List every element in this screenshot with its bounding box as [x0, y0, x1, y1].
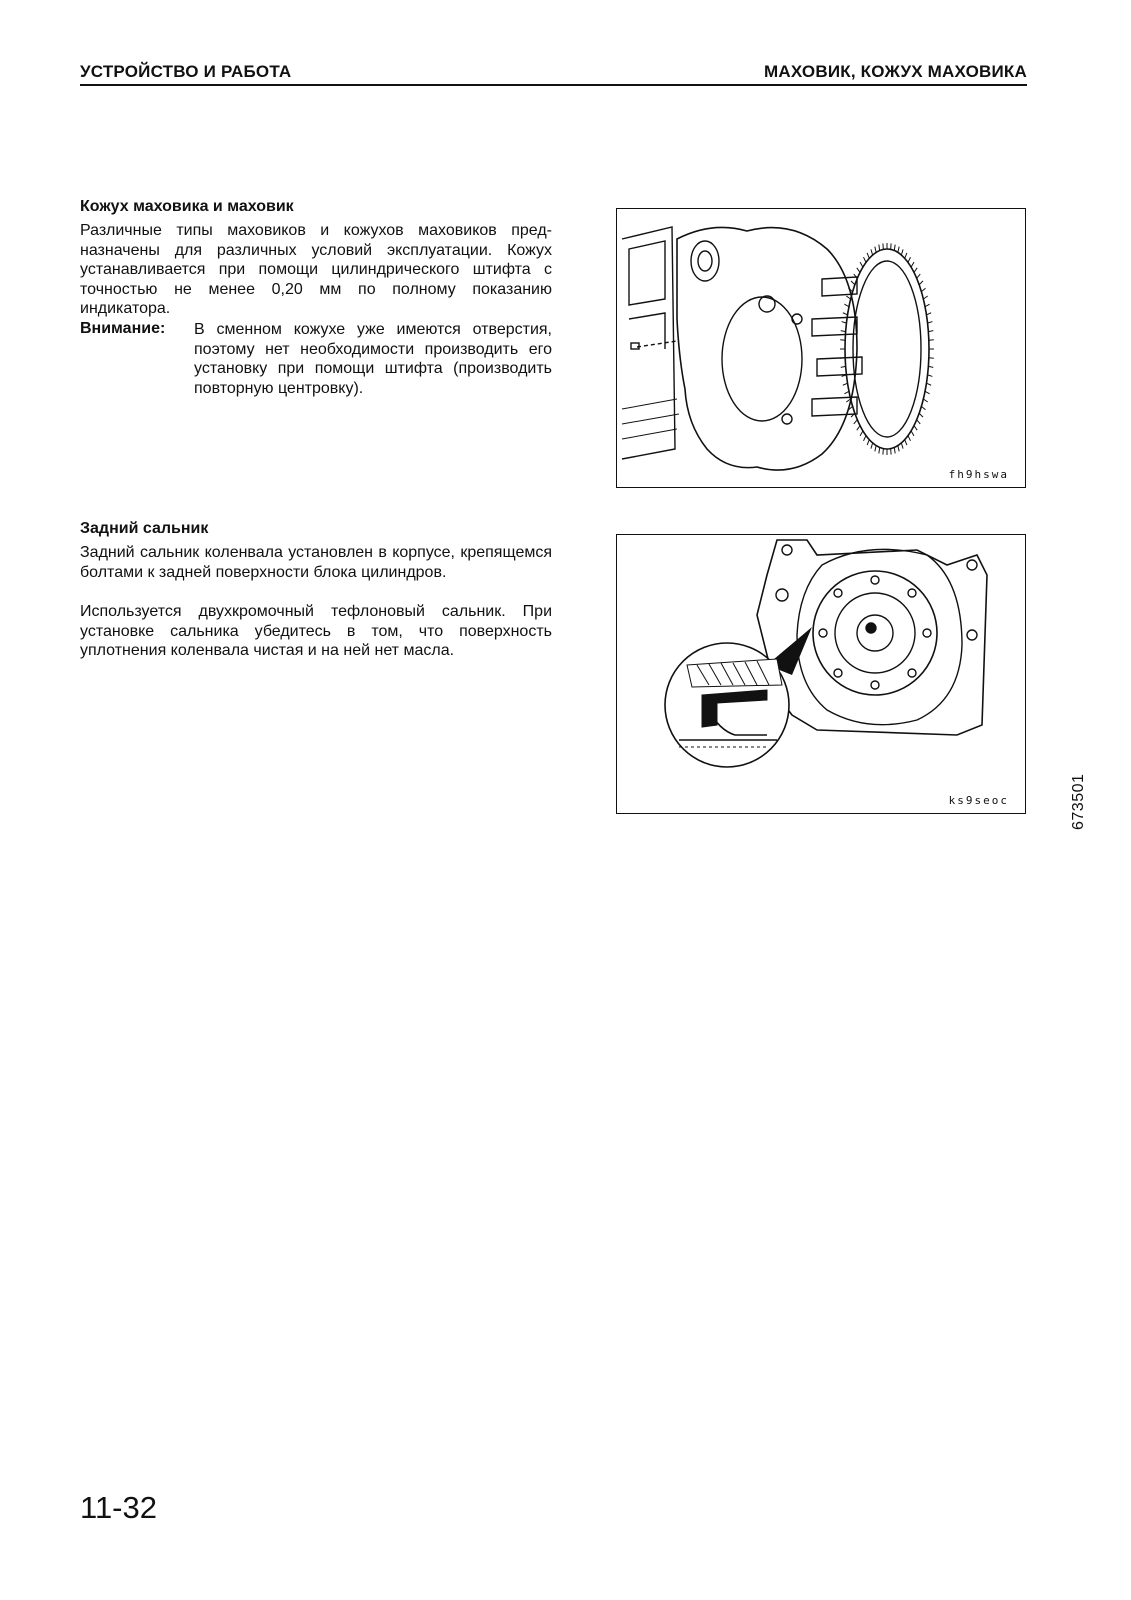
figure2-code: ks9seoc — [948, 794, 1009, 807]
header-topic-title: МАХОВИК, КОЖУХ МАХОВИКА — [764, 62, 1027, 81]
section2-paragraph-1: Задний сальник коленвала установлен в корпусе, крепящемся болтами к задней поверхности блока цилиндров. — [80, 544, 552, 581]
figure-rear-seal — [616, 534, 1026, 814]
rear-seal-drawing — [617, 535, 1025, 813]
figure-flywheel-housing — [616, 208, 1026, 488]
header-section-title: УСТРОЙСТВО И РАБОТА — [80, 62, 292, 81]
note-label: Внимание: — [80, 320, 166, 337]
section1-paragraph: Различные типы маховиков и кожухов маховиков предназначены для различных условий эксплуатации. Кожух устанавливается при помощи цилиндрического штифта с точностью не менее 0,20 мм по полному показанию индикатора. — [80, 222, 552, 318]
document-side-code: 673501 — [1070, 773, 1087, 830]
flywheel-housing-drawing — [617, 209, 1025, 487]
section2-title: Задний сальник — [80, 520, 209, 537]
page-number: 11-32 — [80, 1490, 157, 1525]
section2-paragraph-2: Используется двухкромочный тефлоновый сальник. При установке сальника убедитесь в том, что поверхность уплотнения коленвала чистая и на ней нет масла. — [80, 603, 552, 660]
figure1-code: fh9hswa — [948, 468, 1009, 481]
note-text: В сменном кожухе уже имеются отверстия, поэтому нет необходимости производить его установку при помощи штифта (производить повторную центровку). — [194, 321, 552, 397]
header-rule — [80, 84, 1027, 86]
section1-title: Кожух маховика и маховик — [80, 198, 294, 215]
